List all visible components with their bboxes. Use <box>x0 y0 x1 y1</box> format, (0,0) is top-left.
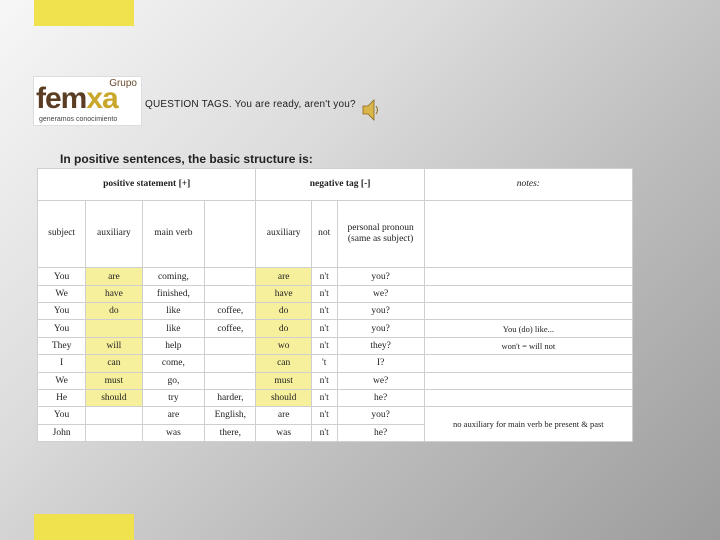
cell-complement <box>205 337 256 354</box>
cell-note <box>424 372 632 389</box>
cell-subject: We <box>38 285 86 302</box>
cell-auxiliary: should <box>86 389 142 406</box>
cell-note <box>424 303 632 320</box>
cell-main-verb: finished, <box>142 285 205 302</box>
cell-subject: You <box>38 268 86 285</box>
cell-subject: You <box>38 407 86 424</box>
question-tags-table <box>37 168 633 442</box>
cell-auxiliary <box>86 320 142 337</box>
cell-complement: coffee, <box>205 303 256 320</box>
negative-tag-header: negative tag [-] <box>256 169 424 201</box>
table-body <box>38 268 633 442</box>
cell-not: n't <box>311 285 337 302</box>
cell-note: won't = will not <box>424 337 632 354</box>
cell-note <box>424 355 632 372</box>
cell-subject: We <box>38 372 86 389</box>
cell-main-verb: was <box>142 424 205 441</box>
cell-not: n't <box>311 407 337 424</box>
logo-tagline: generamos conocimiento <box>39 116 118 123</box>
col-header-tag-auxiliary: auxiliary <box>256 200 311 268</box>
cell-subject: You <box>38 320 86 337</box>
cell-not: n't <box>311 372 337 389</box>
cell-main-verb: like <box>142 320 205 337</box>
table-row <box>38 320 633 337</box>
col-header-subject: subject <box>38 200 86 268</box>
cell-main-verb: go, <box>142 372 205 389</box>
cell-pronoun: you? <box>337 303 424 320</box>
cell-pronoun: you? <box>337 320 424 337</box>
cell-complement <box>205 285 256 302</box>
cell-main-verb: come, <box>142 355 205 372</box>
intro-text: In positive sentences, the basic structure is: <box>60 152 313 166</box>
top-accent-bar <box>34 0 134 26</box>
cell-complement: harder, <box>205 389 256 406</box>
cell-tag-auxiliary: must <box>256 372 311 389</box>
logo-grupo-text: Grupo <box>109 78 137 89</box>
table-row <box>38 407 633 424</box>
cell-not: n't <box>311 268 337 285</box>
cell-main-verb: help <box>142 337 205 354</box>
cell-main-verb: coming, <box>142 268 205 285</box>
table-row <box>38 337 633 354</box>
cell-note <box>424 285 632 302</box>
cell-not: n't <box>311 337 337 354</box>
cell-main-verb: are <box>142 407 205 424</box>
cell-complement: there, <box>205 424 256 441</box>
cell-note <box>424 268 632 285</box>
cell-main-verb: like <box>142 303 205 320</box>
cell-auxiliary: can <box>86 355 142 372</box>
cell-not: n't <box>311 320 337 337</box>
col-header-complement <box>205 200 256 268</box>
cell-subject: He <box>38 389 86 406</box>
table-row <box>38 303 633 320</box>
bottom-accent-bar <box>34 514 134 540</box>
cell-tag-auxiliary: can <box>256 355 311 372</box>
cell-complement <box>205 372 256 389</box>
cell-tag-auxiliary: wo <box>256 337 311 354</box>
cell-auxiliary: are <box>86 268 142 285</box>
cell-tag-auxiliary: do <box>256 320 311 337</box>
cell-pronoun: he? <box>337 389 424 406</box>
cell-pronoun: he? <box>337 424 424 441</box>
cell-tag-auxiliary: was <box>256 424 311 441</box>
cell-pronoun: I? <box>337 355 424 372</box>
table-row <box>38 372 633 389</box>
slide-title: QUESTION TAGS. You are ready, aren't you? <box>145 99 356 110</box>
table-row <box>38 268 633 285</box>
cell-pronoun: you? <box>337 407 424 424</box>
col-header-personal-pronoun: personal pronoun (same as subject) <box>337 200 424 268</box>
table-row <box>38 355 633 372</box>
logo-wordmark: femxa <box>36 82 118 115</box>
col-header-not: not <box>311 200 337 268</box>
col-header-notes <box>424 200 632 268</box>
cell-tag-auxiliary: have <box>256 285 311 302</box>
col-header-auxiliary: auxiliary <box>86 200 142 268</box>
cell-note <box>424 389 632 406</box>
speaker-icon[interactable] <box>361 96 381 124</box>
cell-note: You (do) like... <box>424 320 632 337</box>
cell-main-verb: try <box>142 389 205 406</box>
cell-tag-auxiliary: do <box>256 303 311 320</box>
table-row <box>38 285 633 302</box>
column-header-row <box>38 200 633 268</box>
cell-complement: English, <box>205 407 256 424</box>
cell-pronoun: we? <box>337 285 424 302</box>
cell-tag-auxiliary: are <box>256 407 311 424</box>
notes-header: notes: <box>424 169 632 201</box>
femxa-logo <box>33 76 142 126</box>
cell-auxiliary: have <box>86 285 142 302</box>
cell-tag-auxiliary: should <box>256 389 311 406</box>
cell-complement <box>205 355 256 372</box>
cell-pronoun: we? <box>337 372 424 389</box>
cell-subject: You <box>38 303 86 320</box>
cell-note: no auxiliary for main verb be present & past <box>424 407 632 442</box>
cell-auxiliary <box>86 424 142 441</box>
positive-statement-header: positive statement [+] <box>38 169 256 201</box>
group-header-row <box>38 169 633 201</box>
cell-auxiliary: must <box>86 372 142 389</box>
cell-complement <box>205 268 256 285</box>
cell-auxiliary: do <box>86 303 142 320</box>
col-header-main-verb: main verb <box>142 200 205 268</box>
cell-complement: coffee, <box>205 320 256 337</box>
cell-auxiliary <box>86 407 142 424</box>
cell-subject: They <box>38 337 86 354</box>
cell-subject: John <box>38 424 86 441</box>
cell-tag-auxiliary: are <box>256 268 311 285</box>
cell-not: 't <box>311 355 337 372</box>
cell-not: n't <box>311 389 337 406</box>
cell-subject: I <box>38 355 86 372</box>
cell-pronoun: you? <box>337 268 424 285</box>
cell-not: n't <box>311 424 337 441</box>
cell-auxiliary: will <box>86 337 142 354</box>
cell-pronoun: they? <box>337 337 424 354</box>
table-row <box>38 389 633 406</box>
cell-not: n't <box>311 303 337 320</box>
